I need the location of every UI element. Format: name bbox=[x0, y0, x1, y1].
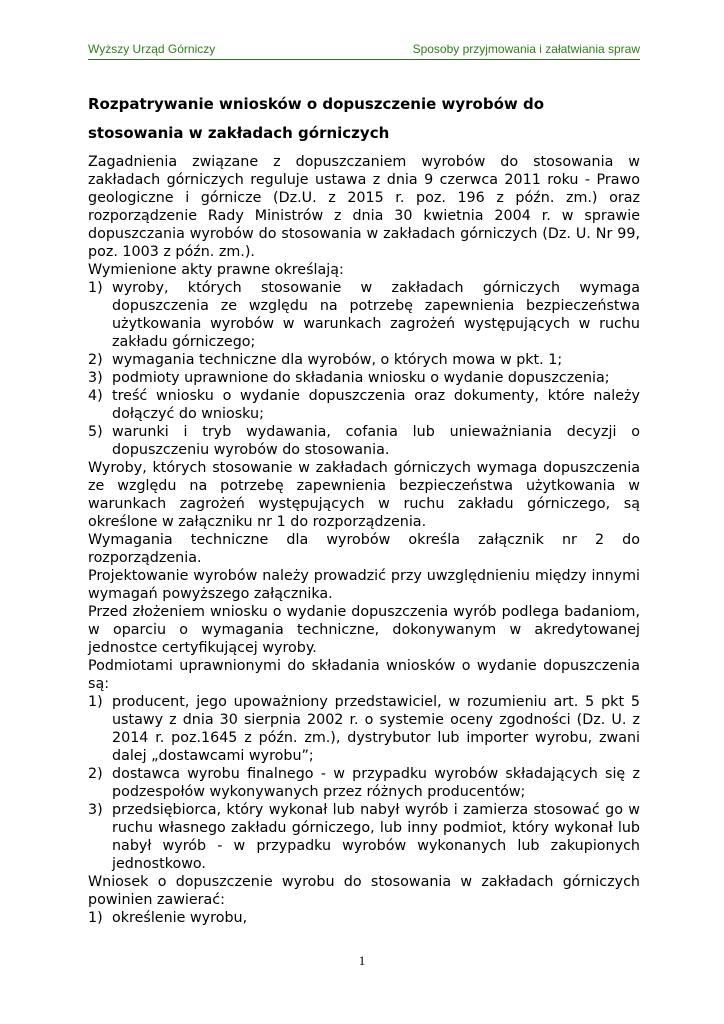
list-text: dostawca wyrobu finalnego - w przypadku wyrobów składających się z podzespołów wykonywanych przez różnych producentów; bbox=[112, 766, 640, 800]
intro-paragraph: Zagadnienia związane z dopuszczaniem wyrobów do stosowania w zakładach górniczych reguluje ustawa z dnia 9 czerwca 2011 roku - Prawo geologiczne i górnicze (Dz.U. z 2015 r. poz. 196 z późn. zm.) oraz rozporządzenie Rady Ministrów z dnia 30 kwietnia 2004 r. w sprawie dopuszczania wyrobów do stosowania w zakładach górniczych (Dz. U. Nr 99, poz. 1003 z późn. zm.). bbox=[88, 154, 640, 260]
list-item bbox=[88, 693, 640, 765]
list-item bbox=[88, 279, 640, 351]
list-item bbox=[88, 387, 640, 423]
list-number: 5) bbox=[88, 424, 103, 440]
list-number: 1) bbox=[88, 280, 103, 296]
testing-paragraph: Przed złożeniem wniosku o wydanie dopuszczenia wyrób podlega badaniom, w oparciu o wymagania techniczne, dokonywanym w akredytowanej jednostce certyfikującej wyroby. bbox=[88, 604, 640, 656]
list-item bbox=[88, 423, 640, 459]
list-item bbox=[88, 909, 640, 927]
list-text: warunki i tryb wydawania, cofania lub unieważniania decyzji o dopuszczeniu wyrobów do stosowania. bbox=[112, 424, 640, 458]
list-text: podmioty uprawnione do składania wniosku o wydanie dopuszczenia; bbox=[112, 370, 610, 386]
list-item bbox=[88, 765, 640, 801]
list-text: wymagania techniczne dla wyrobów, o których mowa w pkt. 1; bbox=[112, 352, 563, 368]
list-number: 3) bbox=[88, 370, 103, 386]
list-item bbox=[88, 369, 640, 387]
document-body bbox=[88, 153, 640, 927]
products-paragraph: Wyroby, których stosowanie w zakładach górniczych wymaga dopuszczenia ze względu na potrzebę zapewnienia bezpieczeństwa użytkowania w warunkach zagrożeń występujących w ruchu zakładu górniczego, są określone w załączniku nr 1 do rozporządzenia. bbox=[88, 460, 640, 530]
list-number: 2) bbox=[88, 766, 103, 782]
document-title: Rozpatrywanie wniosków o dopuszczenie wyrobów do stosowania w zakładach górniczych bbox=[88, 95, 545, 142]
list-number: 1) bbox=[88, 694, 103, 710]
list-text: treść wniosku o wydanie dopuszczenia oraz dokumenty, które należy dołączyć do wniosku; bbox=[112, 388, 640, 422]
list-number: 4) bbox=[88, 388, 103, 404]
list-number: 3) bbox=[88, 802, 103, 818]
list-item bbox=[88, 351, 640, 369]
application-lead: Wniosek o dopuszczenie wyrobu do stosowania w zakładach górniczych powinien zawierać: bbox=[88, 874, 640, 908]
header-institution: Wyższy Urząd Górniczy bbox=[88, 42, 216, 56]
requirements-paragraph: Wymagania techniczne dla wyrobów określa załącznik nr 2 do rozporządzenia. bbox=[88, 532, 640, 566]
entities-lead: Podmiotami uprawnionymi do składania wniosków o wydanie dopuszczenia są: bbox=[88, 658, 640, 692]
page-header bbox=[88, 41, 640, 60]
list-text: przedsiębiorca, który wykonał lub nabył wyrób i zamierza stosować go w ruchu własnego zakładu górniczego, lub inny podmiot, który wykonał lub nabył wyrób - w przypadku wyrobów wykonanych lub zakupionych jednostkowo. bbox=[112, 802, 640, 872]
list-item bbox=[88, 801, 640, 873]
list-text: określenie wyrobu, bbox=[112, 910, 248, 926]
page-number: 1 bbox=[358, 953, 366, 968]
list-text: wyroby, których stosowanie w zakładach górniczych wymaga dopuszczenia ze względu na potrzebę zapewnienia bezpieczeństwa użytkowania wyrobów w warunkach zagrożeń występujących w ruchu zakładu górniczego; bbox=[112, 280, 640, 350]
design-paragraph: Projektowanie wyrobów należy prowadzić przy uwzględnieniu między innymi wymagań powyższego załącznika. bbox=[88, 568, 640, 602]
list-text: producent, jego upoważniony przedstawiciel, w rozumieniu art. 5 pkt 5 ustawy z dnia 30 sierpnia 2002 r. o systemie oceny zgodności (Dz. U. z 2014 r. poz.1645 z późn. zm.), dystrybutor lub importer wyrobu, zwani dalej „dostawcami wyrobu”; bbox=[112, 694, 640, 764]
list-number: 2) bbox=[88, 352, 103, 368]
acts-list bbox=[88, 279, 640, 459]
entities-list bbox=[88, 693, 640, 873]
list-number: 1) bbox=[88, 910, 103, 926]
header-section: Sposoby przyjmowania i załatwiania spraw bbox=[412, 42, 640, 56]
acts-lead: Wymienione akty prawne określają: bbox=[88, 262, 344, 278]
application-list bbox=[88, 909, 640, 927]
